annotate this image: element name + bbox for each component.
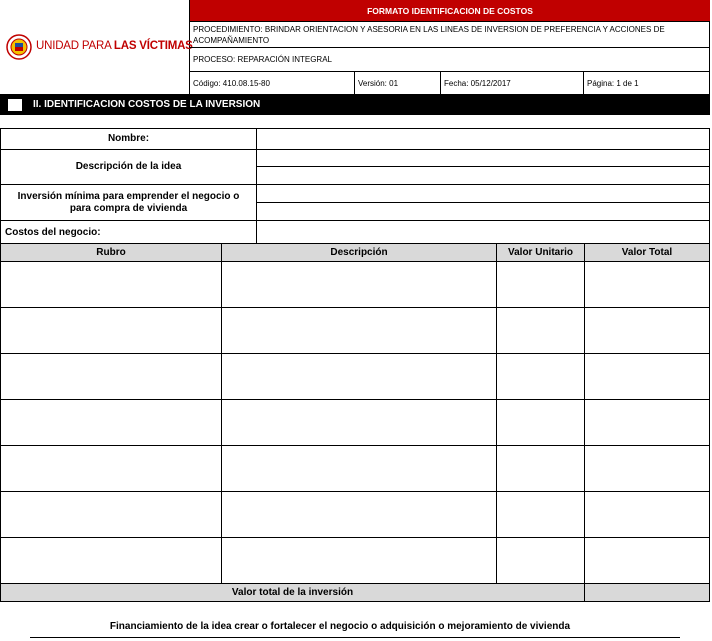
col-header-descripcion: Descripción [222,244,497,262]
logo-text [36,40,193,52]
inversion-label: Inversión mínima para emprender el negocio o para compra de vivienda [0,185,257,221]
cell-valor-total[interactable] [585,538,710,584]
descripcion-field-2[interactable] [257,167,710,185]
inversion-field-1[interactable] [257,185,710,203]
cell-descripcion[interactable] [222,492,497,538]
cell-descripcion[interactable] [222,308,497,354]
cell-rubro[interactable] [0,538,222,584]
footer-rule [30,637,680,638]
col-header-valor-unitario: Valor Unitario [497,244,585,262]
cell-valor-unitario[interactable] [497,400,585,446]
colombia-coat-of-arms-icon [6,34,32,60]
cell-rubro[interactable] [0,354,222,400]
section-title: II. IDENTIFICACION COSTOS DE LA INVERSION [33,99,261,110]
total-value-field[interactable] [585,584,710,602]
col-header-rubro: Rubro [0,244,222,262]
cell-valor-total[interactable] [585,400,710,446]
cell-valor-total[interactable] [585,308,710,354]
fecha-text: Fecha: 05/12/2017 [441,72,584,95]
nombre-field[interactable] [257,129,710,150]
cell-valor-unitario[interactable] [497,538,585,584]
financiamiento-heading: Financiamiento de la idea crear o fortalecer el negocio o adquisición o mejoramiento de vivienda [109,621,571,632]
cell-valor-unitario[interactable] [497,446,585,492]
cell-valor-unitario[interactable] [497,354,585,400]
cell-descripcion[interactable] [222,354,497,400]
costos-field[interactable] [257,221,710,244]
form-title: FORMATO IDENTIFICACION DE COSTOS [190,0,710,22]
section-title-marker [8,99,22,111]
proceso-text: PROCESO: REPARACIÓN INTEGRAL [190,48,710,72]
cell-valor-total[interactable] [585,446,710,492]
cell-valor-total[interactable] [585,492,710,538]
cell-valor-unitario[interactable] [497,308,585,354]
nombre-label: Nombre: [0,129,257,150]
descripcion-field-1[interactable] [257,150,710,167]
cell-rubro[interactable] [0,262,222,308]
total-label: Valor total de la inversión [0,584,585,602]
procedimiento-text: PROCEDIMIENTO: BRINDAR ORIENTACION Y ASESORIA EN LAS LINEAS DE INVERSION DE PREFERENCIA Y ACCIONES DE ACOMPAÑAMIENTO [190,22,710,48]
descripcion-label: Descripción de la idea [0,150,257,185]
codigo-text: Código: 410.08.15-80 [190,72,355,95]
section-title-bar [0,95,710,115]
cell-rubro[interactable] [0,308,222,354]
logo-text-bold: LAS VÍCTIMAS [113,40,193,52]
cell-valor-unitario[interactable] [497,492,585,538]
cell-rubro[interactable] [0,446,222,492]
cell-descripcion[interactable] [222,262,497,308]
inversion-field-2[interactable] [257,203,710,221]
col-header-valor-total: Valor Total [585,244,710,262]
cell-valor-unitario[interactable] [497,262,585,308]
cell-rubro[interactable] [0,400,222,446]
cell-descripcion[interactable] [222,400,497,446]
costos-label: Costos del negocio: [0,221,257,244]
cell-valor-total[interactable] [585,354,710,400]
cell-descripcion[interactable] [222,446,497,492]
cell-rubro[interactable] [0,492,222,538]
logo-cell [0,0,193,95]
logo-text-plain: UNIDAD PARA [36,40,114,52]
version-text: Versión: 01 [355,72,441,95]
cell-descripcion[interactable] [222,538,497,584]
pagina-text: Página: 1 de 1 [584,72,710,95]
cell-valor-total[interactable] [585,262,710,308]
